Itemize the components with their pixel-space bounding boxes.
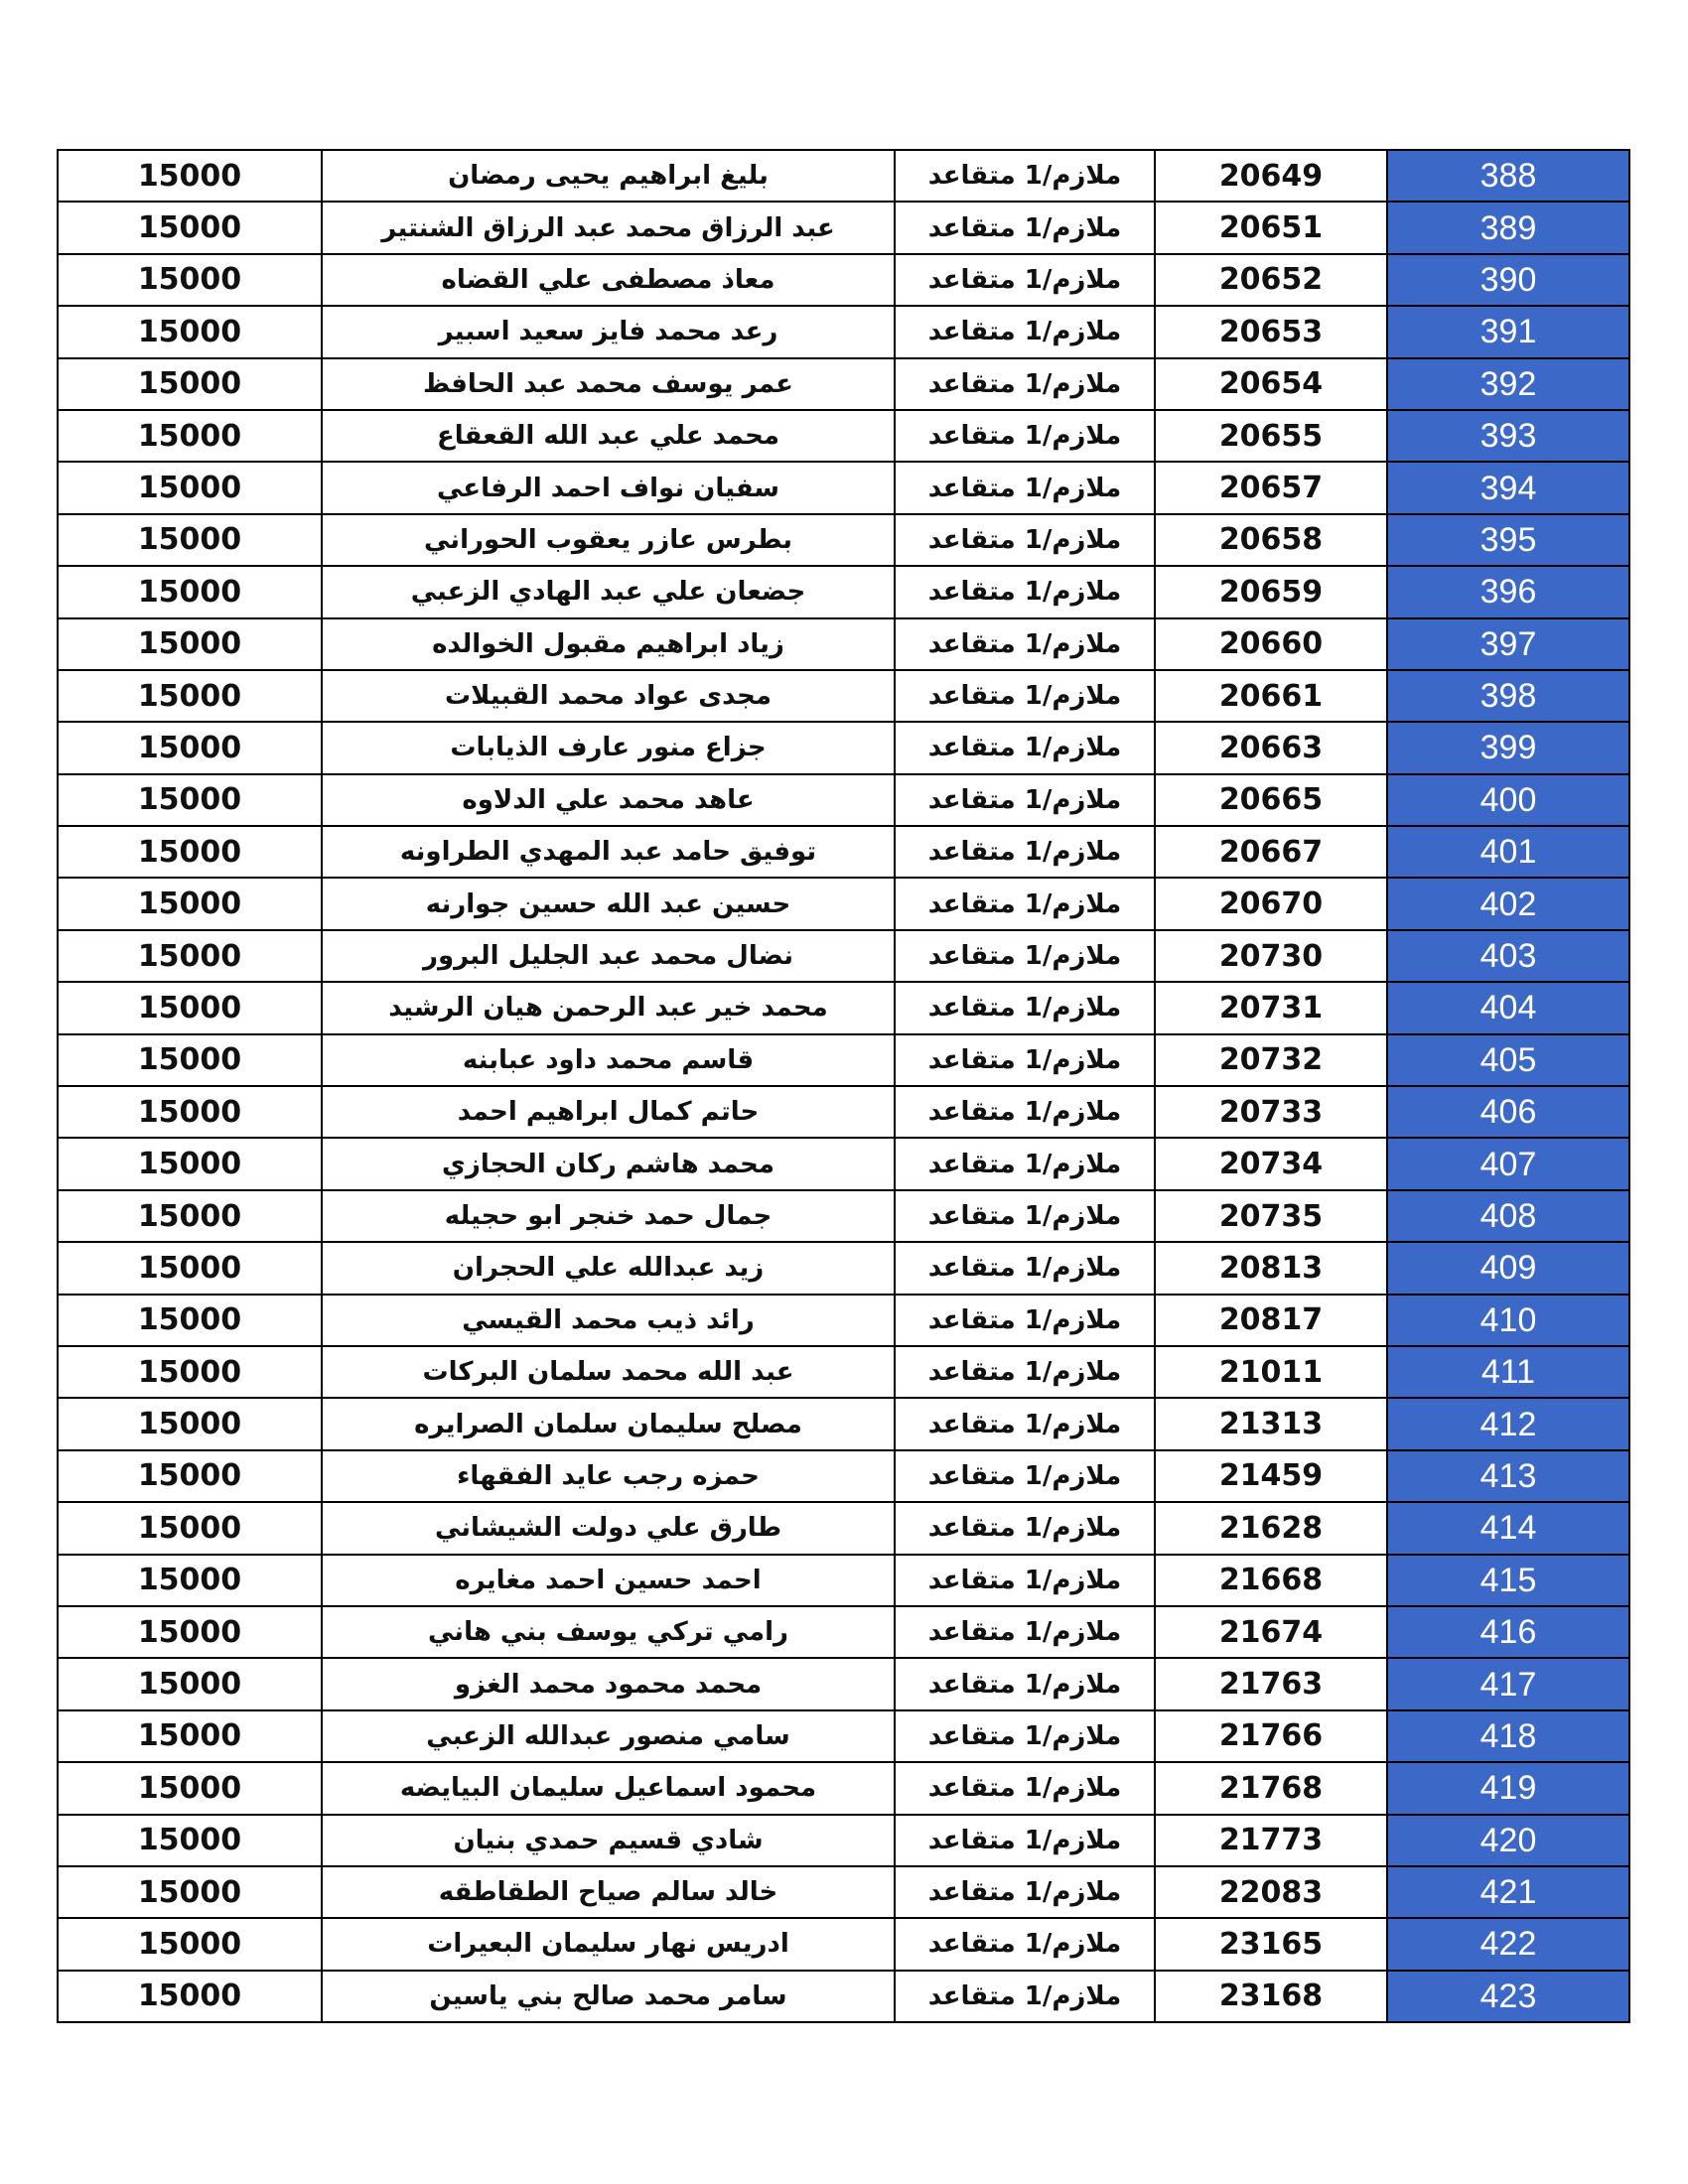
rank-cell: ملازم/1 متقاعد — [895, 1658, 1155, 1709]
military-number-cell: 21768 — [1155, 1762, 1387, 1814]
amount-cell: 15000 — [58, 1398, 322, 1449]
military-number-cell: 20655 — [1155, 410, 1387, 462]
rank-cell: ملازم/1 متقاعد — [895, 1138, 1155, 1189]
table-row — [58, 1242, 1629, 1294]
rank-cell: ملازم/1 متقاعد — [895, 514, 1155, 566]
table-row — [58, 358, 1629, 410]
sequence-number-cell: 388 — [1387, 150, 1629, 202]
name-cell: حمزه رجب عايد الفقهاء — [322, 1450, 895, 1502]
name-cell: حسين عبد الله حسين جوارنه — [322, 878, 895, 929]
rank-cell: ملازم/1 متقاعد — [895, 1398, 1155, 1449]
amount-cell: 15000 — [58, 930, 322, 982]
amount-cell: 15000 — [58, 1971, 322, 2022]
name-cell: محمود اسماعيل سليمان البيايضه — [322, 1762, 895, 1814]
name-cell: بطرس عازر يعقوب الحوراني — [322, 514, 895, 566]
military-number-cell: 20732 — [1155, 1034, 1387, 1086]
military-number-cell: 21459 — [1155, 1450, 1387, 1502]
military-number-cell: 20661 — [1155, 670, 1387, 722]
sequence-number-cell: 419 — [1387, 1762, 1629, 1814]
amount-cell: 15000 — [58, 1086, 322, 1138]
table-row — [58, 1658, 1629, 1709]
amount-cell: 15000 — [58, 1815, 322, 1866]
amount-cell: 15000 — [58, 462, 322, 513]
military-number-cell: 20652 — [1155, 254, 1387, 306]
amount-cell: 15000 — [58, 774, 322, 826]
table-row — [58, 1815, 1629, 1866]
sequence-number-cell: 396 — [1387, 566, 1629, 617]
table-row — [58, 1190, 1629, 1242]
military-number-cell: 20658 — [1155, 514, 1387, 566]
military-number-cell: 20663 — [1155, 722, 1387, 773]
rank-cell: ملازم/1 متقاعد — [895, 722, 1155, 773]
amount-cell: 15000 — [58, 254, 322, 306]
rank-cell: ملازم/1 متقاعد — [895, 982, 1155, 1033]
sequence-number-cell: 398 — [1387, 670, 1629, 722]
table-row — [58, 410, 1629, 462]
amount-cell: 15000 — [58, 670, 322, 722]
military-number-cell: 20665 — [1155, 774, 1387, 826]
rank-cell: ملازم/1 متقاعد — [895, 150, 1155, 202]
rank-cell: ملازم/1 متقاعد — [895, 1086, 1155, 1138]
amount-cell: 15000 — [58, 514, 322, 566]
name-cell: زياد ابراهيم مقبول الخوالده — [322, 618, 895, 670]
rank-cell: ملازم/1 متقاعد — [895, 254, 1155, 306]
table-row — [58, 1034, 1629, 1086]
sequence-number-cell: 414 — [1387, 1502, 1629, 1554]
military-number-cell: 20731 — [1155, 982, 1387, 1033]
military-number-cell: 20813 — [1155, 1242, 1387, 1294]
rank-cell: ملازم/1 متقاعد — [895, 566, 1155, 617]
military-number-cell: 20660 — [1155, 618, 1387, 670]
name-cell: قاسم محمد داود عبابنه — [322, 1034, 895, 1086]
amount-cell: 15000 — [58, 566, 322, 617]
military-number-cell: 20817 — [1155, 1295, 1387, 1346]
table-body — [58, 150, 1629, 2022]
military-number-cell: 20653 — [1155, 306, 1387, 357]
amount-cell: 15000 — [58, 1918, 322, 1970]
rank-cell: ملازم/1 متقاعد — [895, 306, 1155, 357]
amount-cell: 15000 — [58, 202, 322, 253]
military-number-cell: 22083 — [1155, 1866, 1387, 1918]
amount-cell: 15000 — [58, 982, 322, 1033]
name-cell: مجدى عواد محمد القبيلات — [322, 670, 895, 722]
name-cell: توفيق حامد عبد المهدي الطراونه — [322, 826, 895, 878]
amount-cell: 15000 — [58, 722, 322, 773]
military-number-cell: 21773 — [1155, 1815, 1387, 1866]
sequence-number-cell: 391 — [1387, 306, 1629, 357]
table-row — [58, 878, 1629, 929]
amount-cell: 15000 — [58, 1710, 322, 1762]
table-row — [58, 306, 1629, 357]
amount-cell: 15000 — [58, 1242, 322, 1294]
sequence-number-cell: 408 — [1387, 1190, 1629, 1242]
retirees-table — [57, 149, 1630, 2023]
amount-cell: 15000 — [58, 1555, 322, 1606]
rank-cell: ملازم/1 متقاعد — [895, 358, 1155, 410]
rank-cell: ملازم/1 متقاعد — [895, 1606, 1155, 1658]
sequence-number-cell: 395 — [1387, 514, 1629, 566]
rank-cell: ملازم/1 متقاعد — [895, 670, 1155, 722]
table-row — [58, 1710, 1629, 1762]
rank-cell: ملازم/1 متقاعد — [895, 462, 1155, 513]
name-cell: عبد الله محمد سلمان البركات — [322, 1346, 895, 1398]
amount-cell: 15000 — [58, 826, 322, 878]
table-row — [58, 514, 1629, 566]
name-cell: شادي قسيم حمدي بنيان — [322, 1815, 895, 1866]
amount-cell: 15000 — [58, 1190, 322, 1242]
name-cell: رائد ذيب محمد القيسي — [322, 1295, 895, 1346]
military-number-cell: 20651 — [1155, 202, 1387, 253]
name-cell: مصلح سليمان سلمان الصرايره — [322, 1398, 895, 1449]
table-row — [58, 1502, 1629, 1554]
sequence-number-cell: 404 — [1387, 982, 1629, 1033]
rank-cell: ملازم/1 متقاعد — [895, 1450, 1155, 1502]
military-number-cell: 21763 — [1155, 1658, 1387, 1709]
table-row — [58, 1762, 1629, 1814]
sequence-number-cell: 407 — [1387, 1138, 1629, 1189]
amount-cell: 15000 — [58, 1658, 322, 1709]
amount-cell: 15000 — [58, 1866, 322, 1918]
table-row — [58, 670, 1629, 722]
table-row — [58, 1606, 1629, 1658]
table-row — [58, 1555, 1629, 1606]
table-row — [58, 1138, 1629, 1189]
amount-cell: 15000 — [58, 1502, 322, 1554]
rank-cell: ملازم/1 متقاعد — [895, 1815, 1155, 1866]
table-row — [58, 1450, 1629, 1502]
name-cell: رامي تركي يوسف بني هاني — [322, 1606, 895, 1658]
sequence-number-cell: 394 — [1387, 462, 1629, 513]
military-number-cell: 20733 — [1155, 1086, 1387, 1138]
table-row — [58, 202, 1629, 253]
name-cell: نضال محمد عبد الجليل البرور — [322, 930, 895, 982]
rank-cell: ملازم/1 متقاعد — [895, 1242, 1155, 1294]
amount-cell: 15000 — [58, 150, 322, 202]
sequence-number-cell: 418 — [1387, 1710, 1629, 1762]
table-row — [58, 1866, 1629, 1918]
name-cell: طارق علي دولت الشيشاني — [322, 1502, 895, 1554]
table-row — [58, 150, 1629, 202]
table-row — [58, 826, 1629, 878]
name-cell: جضعان علي عبد الهادي الزعبي — [322, 566, 895, 617]
sequence-number-cell: 415 — [1387, 1555, 1629, 1606]
name-cell: احمد حسين احمد مغايره — [322, 1555, 895, 1606]
name-cell: عبد الرزاق محمد عبد الرزاق الشنتير — [322, 202, 895, 253]
name-cell: معاذ مصطفى علي القضاه — [322, 254, 895, 306]
sequence-number-cell: 390 — [1387, 254, 1629, 306]
rank-cell: ملازم/1 متقاعد — [895, 774, 1155, 826]
military-number-cell: 21628 — [1155, 1502, 1387, 1554]
sequence-number-cell: 411 — [1387, 1346, 1629, 1398]
military-number-cell: 20649 — [1155, 150, 1387, 202]
rank-cell: ملازم/1 متقاعد — [895, 202, 1155, 253]
military-number-cell: 20657 — [1155, 462, 1387, 513]
rank-cell: ملازم/1 متقاعد — [895, 878, 1155, 929]
amount-cell: 15000 — [58, 1762, 322, 1814]
rank-cell: ملازم/1 متقاعد — [895, 1502, 1155, 1554]
name-cell: ادريس نهار سليمان البعيرات — [322, 1918, 895, 1970]
military-number-cell: 21766 — [1155, 1710, 1387, 1762]
military-number-cell: 20734 — [1155, 1138, 1387, 1189]
amount-cell: 15000 — [58, 358, 322, 410]
sequence-number-cell: 420 — [1387, 1815, 1629, 1866]
table-row — [58, 1346, 1629, 1398]
name-cell: محمد محمود محمد الغزو — [322, 1658, 895, 1709]
rank-cell: ملازم/1 متقاعد — [895, 1971, 1155, 2022]
name-cell: رعد محمد فايز سعيد اسبير — [322, 306, 895, 357]
rank-cell: ملازم/1 متقاعد — [895, 1346, 1155, 1398]
rank-cell: ملازم/1 متقاعد — [895, 1295, 1155, 1346]
sequence-number-cell: 412 — [1387, 1398, 1629, 1449]
rank-cell: ملازم/1 متقاعد — [895, 1710, 1155, 1762]
amount-cell: 15000 — [58, 1138, 322, 1189]
table-row — [58, 1086, 1629, 1138]
sequence-number-cell: 402 — [1387, 878, 1629, 929]
name-cell: جمال حمد خنجر ابو حجيله — [322, 1190, 895, 1242]
name-cell: محمد خير عبد الرحمن هيان الرشيد — [322, 982, 895, 1033]
name-cell: جزاع منور عارف الذيابات — [322, 722, 895, 773]
military-number-cell: 21313 — [1155, 1398, 1387, 1449]
sequence-number-cell: 401 — [1387, 826, 1629, 878]
name-cell: خالد سالم صياح الطقاطقه — [322, 1866, 895, 1918]
name-cell: بليغ ابراهيم يحيى رمضان — [322, 150, 895, 202]
rank-cell: ملازم/1 متقاعد — [895, 410, 1155, 462]
amount-cell: 15000 — [58, 1295, 322, 1346]
amount-cell: 15000 — [58, 618, 322, 670]
table-row — [58, 982, 1629, 1033]
military-number-cell: 20654 — [1155, 358, 1387, 410]
sequence-number-cell: 421 — [1387, 1866, 1629, 1918]
table-row — [58, 722, 1629, 773]
sequence-number-cell: 399 — [1387, 722, 1629, 773]
sequence-number-cell: 413 — [1387, 1450, 1629, 1502]
rank-cell: ملازم/1 متقاعد — [895, 826, 1155, 878]
rank-cell: ملازم/1 متقاعد — [895, 1762, 1155, 1814]
sequence-number-cell: 403 — [1387, 930, 1629, 982]
name-cell: زيد عبدالله علي الحجران — [322, 1242, 895, 1294]
table-row — [58, 566, 1629, 617]
military-number-cell: 23168 — [1155, 1971, 1387, 2022]
name-cell: سامر محمد صالح بني ياسين — [322, 1971, 895, 2022]
amount-cell: 15000 — [58, 410, 322, 462]
sequence-number-cell: 389 — [1387, 202, 1629, 253]
rank-cell: ملازم/1 متقاعد — [895, 1866, 1155, 1918]
rank-cell: ملازم/1 متقاعد — [895, 1555, 1155, 1606]
sequence-number-cell: 409 — [1387, 1242, 1629, 1294]
military-number-cell: 20667 — [1155, 826, 1387, 878]
name-cell: حاتم كمال ابراهيم احمد — [322, 1086, 895, 1138]
name-cell: سفيان نواف احمد الرفاعي — [322, 462, 895, 513]
name-cell: محمد هاشم ركان الحجازي — [322, 1138, 895, 1189]
name-cell: محمد علي عبد الله القعقاع — [322, 410, 895, 462]
amount-cell: 15000 — [58, 1346, 322, 1398]
military-number-cell: 21668 — [1155, 1555, 1387, 1606]
table-row — [58, 618, 1629, 670]
amount-cell: 15000 — [58, 1034, 322, 1086]
military-number-cell: 20659 — [1155, 566, 1387, 617]
military-number-cell: 20670 — [1155, 878, 1387, 929]
rank-cell: ملازم/1 متقاعد — [895, 1034, 1155, 1086]
military-number-cell: 21674 — [1155, 1606, 1387, 1658]
military-number-cell: 20735 — [1155, 1190, 1387, 1242]
sequence-number-cell: 393 — [1387, 410, 1629, 462]
sequence-number-cell: 417 — [1387, 1658, 1629, 1709]
rank-cell: ملازم/1 متقاعد — [895, 930, 1155, 982]
sequence-number-cell: 422 — [1387, 1918, 1629, 1970]
table-row — [58, 774, 1629, 826]
amount-cell: 15000 — [58, 1606, 322, 1658]
military-number-cell: 20730 — [1155, 930, 1387, 982]
sequence-number-cell: 423 — [1387, 1971, 1629, 2022]
rank-cell: ملازم/1 متقاعد — [895, 1918, 1155, 1970]
sequence-number-cell: 397 — [1387, 618, 1629, 670]
rank-cell: ملازم/1 متقاعد — [895, 1190, 1155, 1242]
sequence-number-cell: 410 — [1387, 1295, 1629, 1346]
rank-cell: ملازم/1 متقاعد — [895, 618, 1155, 670]
sequence-number-cell: 405 — [1387, 1034, 1629, 1086]
table-row — [58, 1918, 1629, 1970]
sequence-number-cell: 416 — [1387, 1606, 1629, 1658]
table-row — [58, 1971, 1629, 2022]
sequence-number-cell: 392 — [1387, 358, 1629, 410]
table-row — [58, 462, 1629, 513]
sequence-number-cell: 406 — [1387, 1086, 1629, 1138]
name-cell: عاهد محمد علي الدلاوه — [322, 774, 895, 826]
name-cell: عمر يوسف محمد عبد الحافظ — [322, 358, 895, 410]
table-row — [58, 1398, 1629, 1449]
name-cell: سامي منصور عبدالله الزعبي — [322, 1710, 895, 1762]
amount-cell: 15000 — [58, 306, 322, 357]
sequence-number-cell: 400 — [1387, 774, 1629, 826]
table-row — [58, 254, 1629, 306]
table-row — [58, 1295, 1629, 1346]
military-number-cell: 21011 — [1155, 1346, 1387, 1398]
amount-cell: 15000 — [58, 878, 322, 929]
amount-cell: 15000 — [58, 1450, 322, 1502]
table-row — [58, 930, 1629, 982]
military-number-cell: 23165 — [1155, 1918, 1387, 1970]
